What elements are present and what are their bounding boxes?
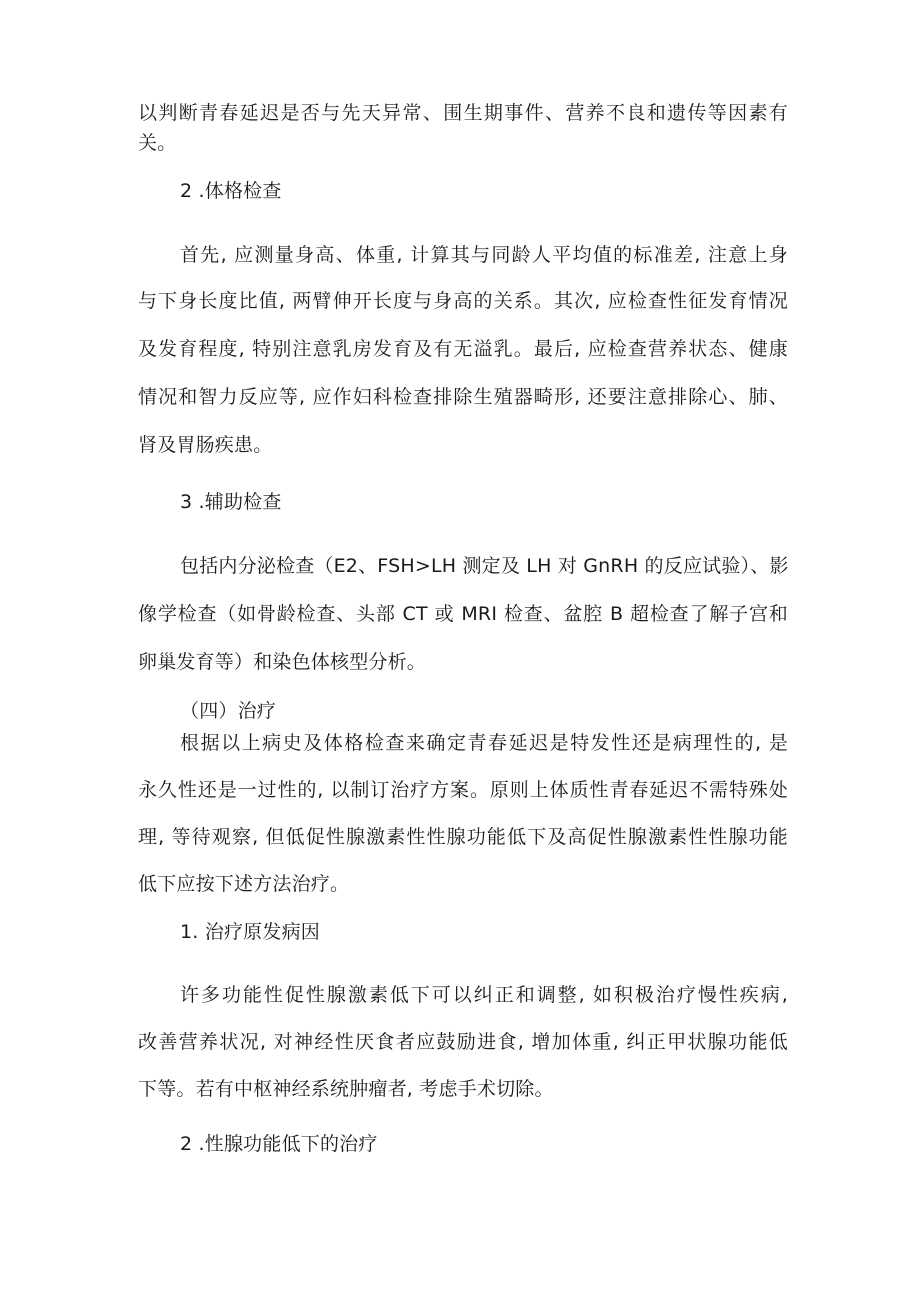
paragraph-line: 卵巢发育等）和染色体核型分析。 [138,651,427,673]
paragraph-line: 与下身长度比值, 两臂伸开长度与身高的关系。其次, 应检查性征发育情况 [138,290,788,312]
paragraph-line: 及发育程度, 特别注意乳房发育及有无溢乳。最后, 应检查营养状态、健康 [138,338,788,360]
section-heading: 2 .体格检查 [180,180,282,202]
paragraph-line: 像学检查（如骨龄检查、头部 CT 或 MRI 检查、盆腔 B 超检查了解子宫和 [138,603,788,625]
section-heading: 1. 治疗原发病因 [180,921,320,943]
paragraph-line: 永久性还是一过性的, 以制订治疗方案。原则上体质性青春延迟不需特殊处 [138,779,788,801]
paragraph-line: 低下应按下述方法治疗。 [138,873,350,895]
paragraph-line: 理, 等待观察, 但低促性腺激素性性腺功能低下及高促性腺激素性性腺功能 [138,826,788,848]
paragraph-line: 改善营养状况, 对神经性厌食者应鼓励进食, 增加体重, 纠正甲状腺功能低 [138,1031,788,1053]
section-heading: 3 .辅助检查 [180,491,282,513]
section-heading: 2 .性腺功能低下的治疗 [180,1133,378,1155]
paragraph-line: 许多功能性促性腺激素低下可以纠正和调整, 如积极治疗慢性疾病, [180,984,788,1006]
paragraph-line: 以判断青春延迟是否与先天异常、围生期事件、营养不良和遗传等因素有 [138,102,788,124]
paragraph-line: 根据以上病史及体格检查来确定青春延迟是特发性还是病理性的, 是 [180,732,788,754]
paragraph-line: 首先, 应测量身高、体重, 计算其与同龄人平均值的标准差, 注意上身 [180,244,788,266]
paragraph-line: 情况和智力反应等, 应作妇科检查排除生殖器畸形, 还要注意排除心、肺、 [138,386,788,408]
paragraph-line: 肾及胃肠疾患。 [138,434,273,456]
paragraph-line: 下等。若有中枢神经系统肿瘤者, 考虑手术切除。 [138,1078,554,1100]
paragraph-line: 关。 [138,132,177,154]
paragraph-line: 包括内分泌检查（E2、FSH>LH 测定及 LH 对 GnRH 的反应试验）、影 [180,555,789,577]
section-heading: （四）治疗 [180,700,277,722]
